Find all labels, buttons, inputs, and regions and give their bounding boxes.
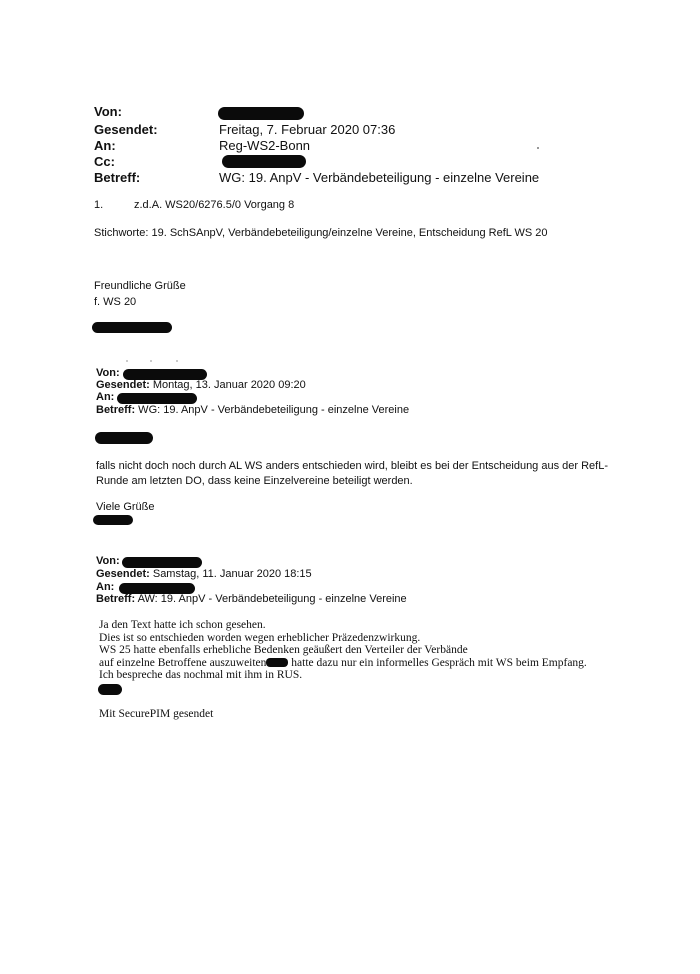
keywords: Stichworte: 19. SchSAnpV, Verbändebeteiligung/einzelne Vereine, Entscheidung RefL WS 20 — [94, 227, 548, 239]
msg2-sent-line — [96, 379, 306, 391]
msg2-gesendet-label: Gesendet: — [96, 379, 150, 391]
redacted-name — [92, 322, 172, 333]
redacted-sender — [218, 107, 304, 120]
msg2-body-line: falls nicht doch noch durch AL WS anders entschieden wird, bleibt es bei der Entscheidung aus der RefL- — [96, 460, 608, 472]
von-label: Von: — [94, 104, 122, 119]
msg3-von-label: Von: — [96, 555, 120, 567]
msg2-subject: WG: 19. AnpV - Verbändebeteiligung - einzelne Vereine — [135, 404, 410, 416]
gesendet-label: Gesendet: — [94, 122, 158, 137]
msg3-betreff-label: Betreff: — [96, 593, 136, 605]
redacted-msg3-sender — [122, 557, 202, 568]
scan-speck — [176, 360, 178, 362]
msg3-body-segment: auf einzelne Betroffene auszuweiten — [99, 657, 267, 669]
greeting-line: Freundliche Grüße — [94, 280, 186, 292]
msg2-von-label: Von: — [96, 367, 120, 379]
redacted-cc — [222, 155, 306, 168]
redacted-msg3-signature — [98, 684, 122, 695]
subject: WG: 19. AnpV - Verbändebeteiligung - einzelne Vereine — [219, 170, 540, 185]
scan-speck — [537, 147, 539, 149]
msg2-sent-date: Montag, 13. Januar 2020 09:20 — [149, 379, 306, 391]
msg3-body-line: WS 25 hatte ebenfalls erhebliche Bedenken geäußert den Verteiler der Verbände — [99, 644, 468, 656]
msg3-sent-date: Samstag, 11. Januar 2020 18:15 — [149, 568, 312, 580]
msg2-an-label: An: — [96, 391, 115, 403]
scan-speck — [126, 360, 128, 362]
redacted-msg2-signature — [93, 515, 133, 525]
msg3-body-line: Ich bespreche das nochmal mit ihm in RUS. — [99, 669, 303, 681]
msg3-body-line: Ja den Text hatte ich schon gesehen. — [99, 619, 266, 631]
recipient: Reg-WS2-Bonn — [219, 138, 311, 153]
note-text: z.d.A. WS20/6276.5/0 Vorgang 8 — [134, 199, 295, 211]
sent-date: Freitag, 7. Februar 2020 07:36 — [219, 122, 396, 137]
redacted-inline-name — [266, 658, 288, 667]
note-number: 1. — [94, 199, 104, 211]
msg3-gesendet-label: Gesendet: — [96, 568, 150, 580]
msg3-sent-line — [96, 568, 312, 580]
msg3-body-line — [99, 657, 587, 669]
msg3-body-segment: hatte dazu nur ein informelles Gespräch mit WS beim Empfang. — [288, 657, 587, 669]
greeting-sender: f. WS 20 — [94, 296, 137, 308]
cc-label: Cc: — [94, 154, 115, 169]
an-label: An: — [94, 138, 116, 153]
msg3-subject-line — [96, 593, 407, 605]
msg2-closing: Viele Grüße — [96, 501, 155, 513]
redacted-msg2-recipient — [117, 393, 197, 404]
redacted-salutation — [95, 432, 153, 444]
mobile-signature: Mit SecurePIM gesendet — [99, 708, 214, 720]
msg2-body-line: Runde am letzten DO, dass keine Einzelvereine beteiligt werden. — [96, 475, 413, 487]
msg2-subject-line — [96, 404, 409, 416]
msg2-betreff-label: Betreff: — [96, 404, 136, 416]
betreff-label: Betreff: — [94, 170, 141, 185]
msg3-subject: AW: 19. AnpV - Verbändebeteiligung - einzelne Vereine — [135, 593, 407, 605]
scan-speck — [150, 360, 152, 362]
msg3-an-label: An: — [96, 581, 115, 593]
msg3-body-line: Dies ist so entschieden worden wegen erheblicher Präzedenzwirkung. — [99, 632, 421, 644]
